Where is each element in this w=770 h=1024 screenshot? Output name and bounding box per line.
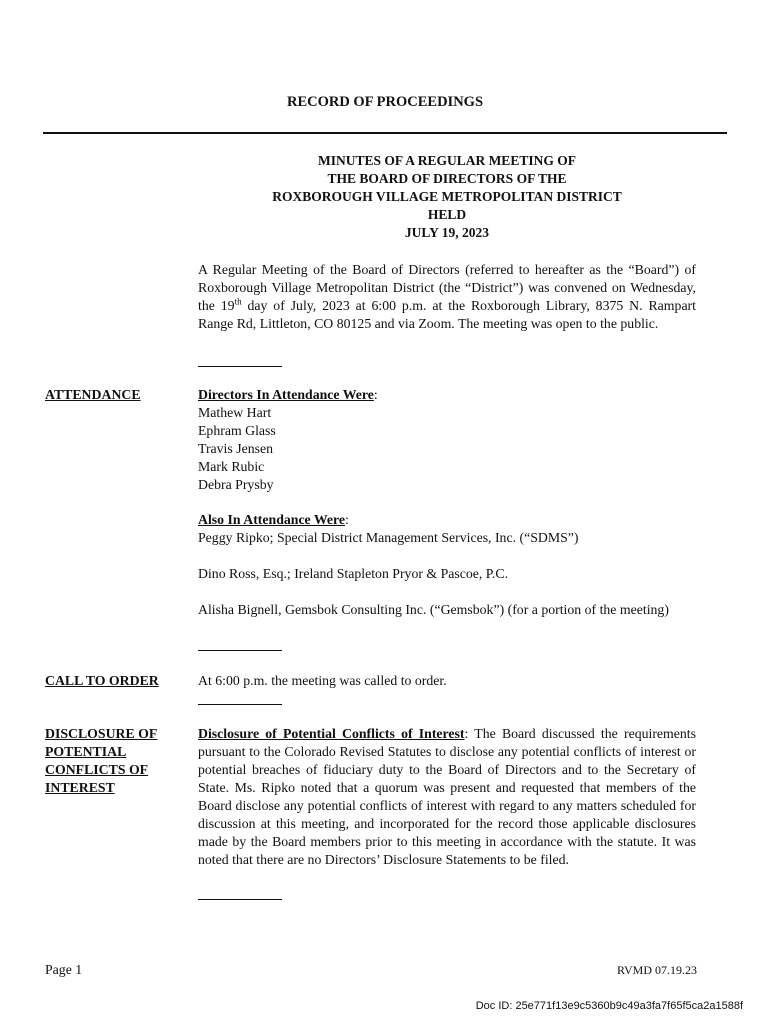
- director-name: Travis Jensen: [198, 441, 273, 456]
- heading-line: THE BOARD OF DIRECTORS OF THE: [327, 171, 567, 186]
- intro-paragraph: [198, 261, 696, 333]
- page-number: Page 1: [45, 962, 83, 977]
- attendee: Dino Ross, Esq.; Ireland Stapleton Pryor & Pascoe, P.C.: [198, 566, 509, 581]
- disclosure-side-label: [45, 725, 185, 797]
- side-label-line: CONFLICTS OF: [45, 762, 149, 777]
- directors-heading: Directors In Attendance Were: [198, 387, 374, 402]
- also-attendance-list: Also In Attendance Were: Peggy Ripko; Special District Management Services, Inc. (“SDMS”): [198, 511, 696, 547]
- call-to-order-text: At 6:00 p.m. the meeting was called to order.: [198, 673, 447, 688]
- director-name: Debra Prysby: [198, 477, 274, 492]
- intro-superscript: th: [234, 296, 242, 307]
- intro-text-2: day of July, 2023 at 6:00 p.m. at the Roxborough Library, 8375 N. Rampart Range Rd, Littleton, CO 80125 and via Zoom. The meeting was open to the public.: [198, 298, 696, 331]
- directors-list: Directors In Attendance Were: Mathew Hart Ephram Glass Travis Jensen Mark Rubic Debra Prysby: [198, 386, 696, 494]
- director-name: Mathew Hart: [198, 405, 272, 420]
- disclosure-heading: Disclosure of Potential Conflicts of Interest: [198, 726, 465, 741]
- section-separator: [198, 650, 282, 651]
- director-name: Mark Rubic: [198, 459, 265, 474]
- side-label-line: INTEREST: [45, 780, 115, 795]
- director-name: Ephram Glass: [198, 423, 276, 438]
- heading-line: HELD: [427, 207, 467, 222]
- also-heading: Also In Attendance Were: [198, 512, 346, 527]
- heading-line: MINUTES OF A REGULAR MEETING OF: [318, 153, 576, 168]
- call-to-order-side-label: CALL TO ORDER: [45, 673, 159, 688]
- side-label-line: POTENTIAL: [45, 744, 127, 759]
- heading-line: JULY 19, 2023: [404, 225, 490, 240]
- heading-line: ROXBOROUGH VILLAGE METROPOLITAN DISTRICT: [272, 189, 622, 204]
- attendee: Peggy Ripko; Special District Management Services, Inc. (“SDMS”): [198, 530, 579, 545]
- disclosure-text: : The Board discussed the requirements pursuant to the Colorado Revised Statutes to disclose any potential conflicts of interest or potential breaches of fiduciary duty to the Board of Directors and to the Secretary of State. Ms. Ripko noted that a quorum was present and requested that members of the Board disclose any potential conflicts of interest with regard to any matters scheduled for discussion at this meeting, and incorporated for the record those applicable disclosures made by the Board members prior to this meeting in accordance with the statute. It was noted that there are no Directors’ Disclosure Statements to be filed.: [198, 726, 697, 867]
- title-rule: [43, 132, 727, 134]
- disclosure-paragraph: [198, 725, 696, 869]
- side-label-line: DISCLOSURE OF: [45, 726, 158, 741]
- attendance-side-label: ATTENDANCE: [45, 387, 141, 402]
- minutes-heading: [198, 152, 696, 242]
- intro-text-1: A Regular Meeting of the Board of Directors (referred to hereafter as the “Board”) of Roxborough Village Metropolitan District (the “District”) was convened on Wednesday, the 19: [198, 262, 696, 313]
- document-reference: RVMD 07.19.23: [616, 963, 697, 977]
- section-separator: [198, 704, 282, 705]
- attendee: Alisha Bignell, Gemsbok Consulting Inc. (“Gemsbok”) (for a portion of the meeting): [198, 602, 669, 617]
- section-separator: [198, 366, 282, 367]
- section-separator: [198, 899, 282, 900]
- document-title: RECORD OF PROCEEDINGS: [286, 94, 484, 110]
- doc-id: Doc ID: 25e771f13e9c5360b9c49a3fa7f65f5ca2a1588f: [475, 1000, 743, 1012]
